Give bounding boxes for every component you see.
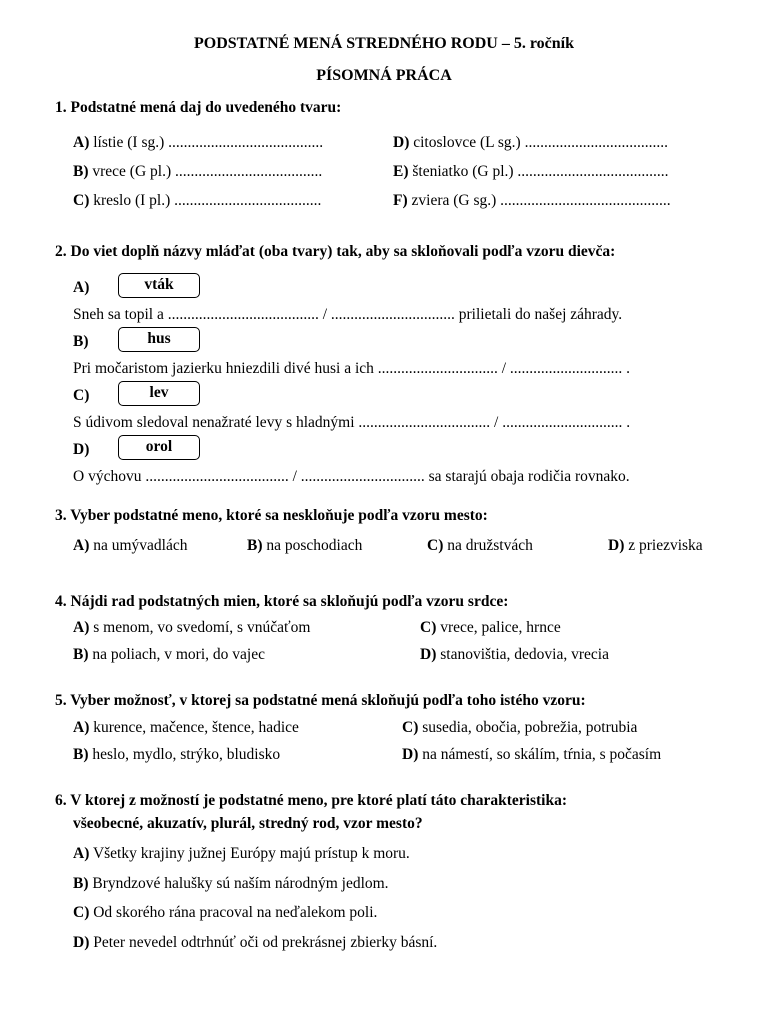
q1-item-d: D) citoslovce (L sg.) .....................................: [393, 134, 668, 151]
q2-word-box-b: hus: [118, 327, 200, 352]
q4-option-a: A) s menom, vo svedomí, s vnúčaťom: [73, 619, 311, 636]
question-6-line-2: všeobecné, akuzatív, plurál, stredný rod, vzor mesto?: [73, 815, 423, 832]
q2-letter-d: D): [73, 441, 90, 458]
q4-option-b: B) na poliach, v mori, do vajec: [73, 646, 265, 663]
question-5: 5. Vyber možnosť, v ktorej sa podstatné mená skloňujú podľa toho istého vzoru:: [55, 692, 586, 709]
q2-sentence-c: S údivom sledoval nenažraté levy s hladnými .................................. / ............................... .: [73, 414, 631, 431]
q1-item-b: B) vrece (G pl.) ......................................: [73, 163, 323, 180]
q2-letter-a: A): [73, 279, 90, 296]
q6-option-c: C) Od skorého rána pracoval na neďalekom poli.: [73, 904, 378, 921]
q4-option-c: C) vrece, palice, hrnce: [420, 619, 561, 636]
q2-word-box-c: lev: [118, 381, 200, 406]
q3-option-a: A) na umývadlách: [73, 537, 188, 554]
q6-option-b: B) Bryndzové halušky sú naším národným jedlom.: [73, 875, 389, 892]
q2-word-box-d: orol: [118, 435, 200, 460]
q3-option-d: D) z priezviska: [608, 537, 703, 554]
question-3: 3. Vyber podstatné meno, ktoré sa neskloňuje podľa vzoru mesto:: [55, 507, 488, 524]
q5-option-c: C) susedia, obočia, pobrežia, potrubia: [402, 719, 638, 736]
q1-item-f: F) zviera (G sg.) ............................................: [393, 192, 671, 209]
q2-word-box-a: vták: [118, 273, 200, 298]
q6-option-d: D) Peter nevedel odtrhnúť oči od prekrásnej zbierky básní.: [73, 934, 438, 951]
q2-letter-b: B): [73, 333, 89, 350]
q1-item-e: E) šteniatko (G pl.) .......................................: [393, 163, 669, 180]
q2-sentence-a: Sneh sa topil a ....................................... / ................................ prilietali do našej záhrady.: [73, 306, 623, 323]
q5-option-b: B) heslo, mydlo, strýko, bludisko: [73, 746, 281, 763]
q3-option-c: C) na družstvách: [427, 537, 533, 554]
q5-option-d: D) na námestí, so skálím, tŕnia, s počasím: [402, 746, 662, 763]
q2-sentence-b: Pri močaristom jazierku hniezdili divé husi a ich ............................... / ............................. .: [73, 360, 631, 377]
q2-sentence-d: O výchovu ..................................... / ................................ sa starajú obaja rodičia rovnako.: [73, 468, 630, 485]
question-6-line-1: 6. V ktorej z možností je podstatné meno, pre ktoré platí táto charakteristika:: [55, 792, 568, 809]
q3-option-b: B) na poschodiach: [247, 537, 363, 554]
question-2: 2. Do viet doplň názvy mláďat (oba tvary) tak, aby sa skloňovali podľa vzoru dievča:: [55, 243, 616, 260]
page-subtitle: PÍSOMNÁ PRÁCA: [316, 67, 452, 84]
q1-item-a: A) lístie (I sg.) ........................................: [73, 134, 324, 151]
q1-item-c: C) kreslo (I pl.) ......................................: [73, 192, 322, 209]
q4-option-d: D) stanovištia, dedovia, vrecia: [420, 646, 609, 663]
q2-letter-c: C): [73, 387, 90, 404]
q5-option-a: A) kurence, mačence, štence, hadice: [73, 719, 299, 736]
page-title: PODSTATNÉ MENÁ STREDNÉHO RODU – 5. ročník: [193, 35, 575, 52]
q6-option-a: A) Všetky krajiny južnej Európy majú prístup k moru.: [73, 845, 410, 862]
question-1: 1. Podstatné mená daj do uvedeného tvaru:: [55, 99, 342, 116]
question-4: 4. Nájdi rad podstatných mien, ktoré sa skloňujú podľa vzoru srdce:: [55, 593, 509, 610]
